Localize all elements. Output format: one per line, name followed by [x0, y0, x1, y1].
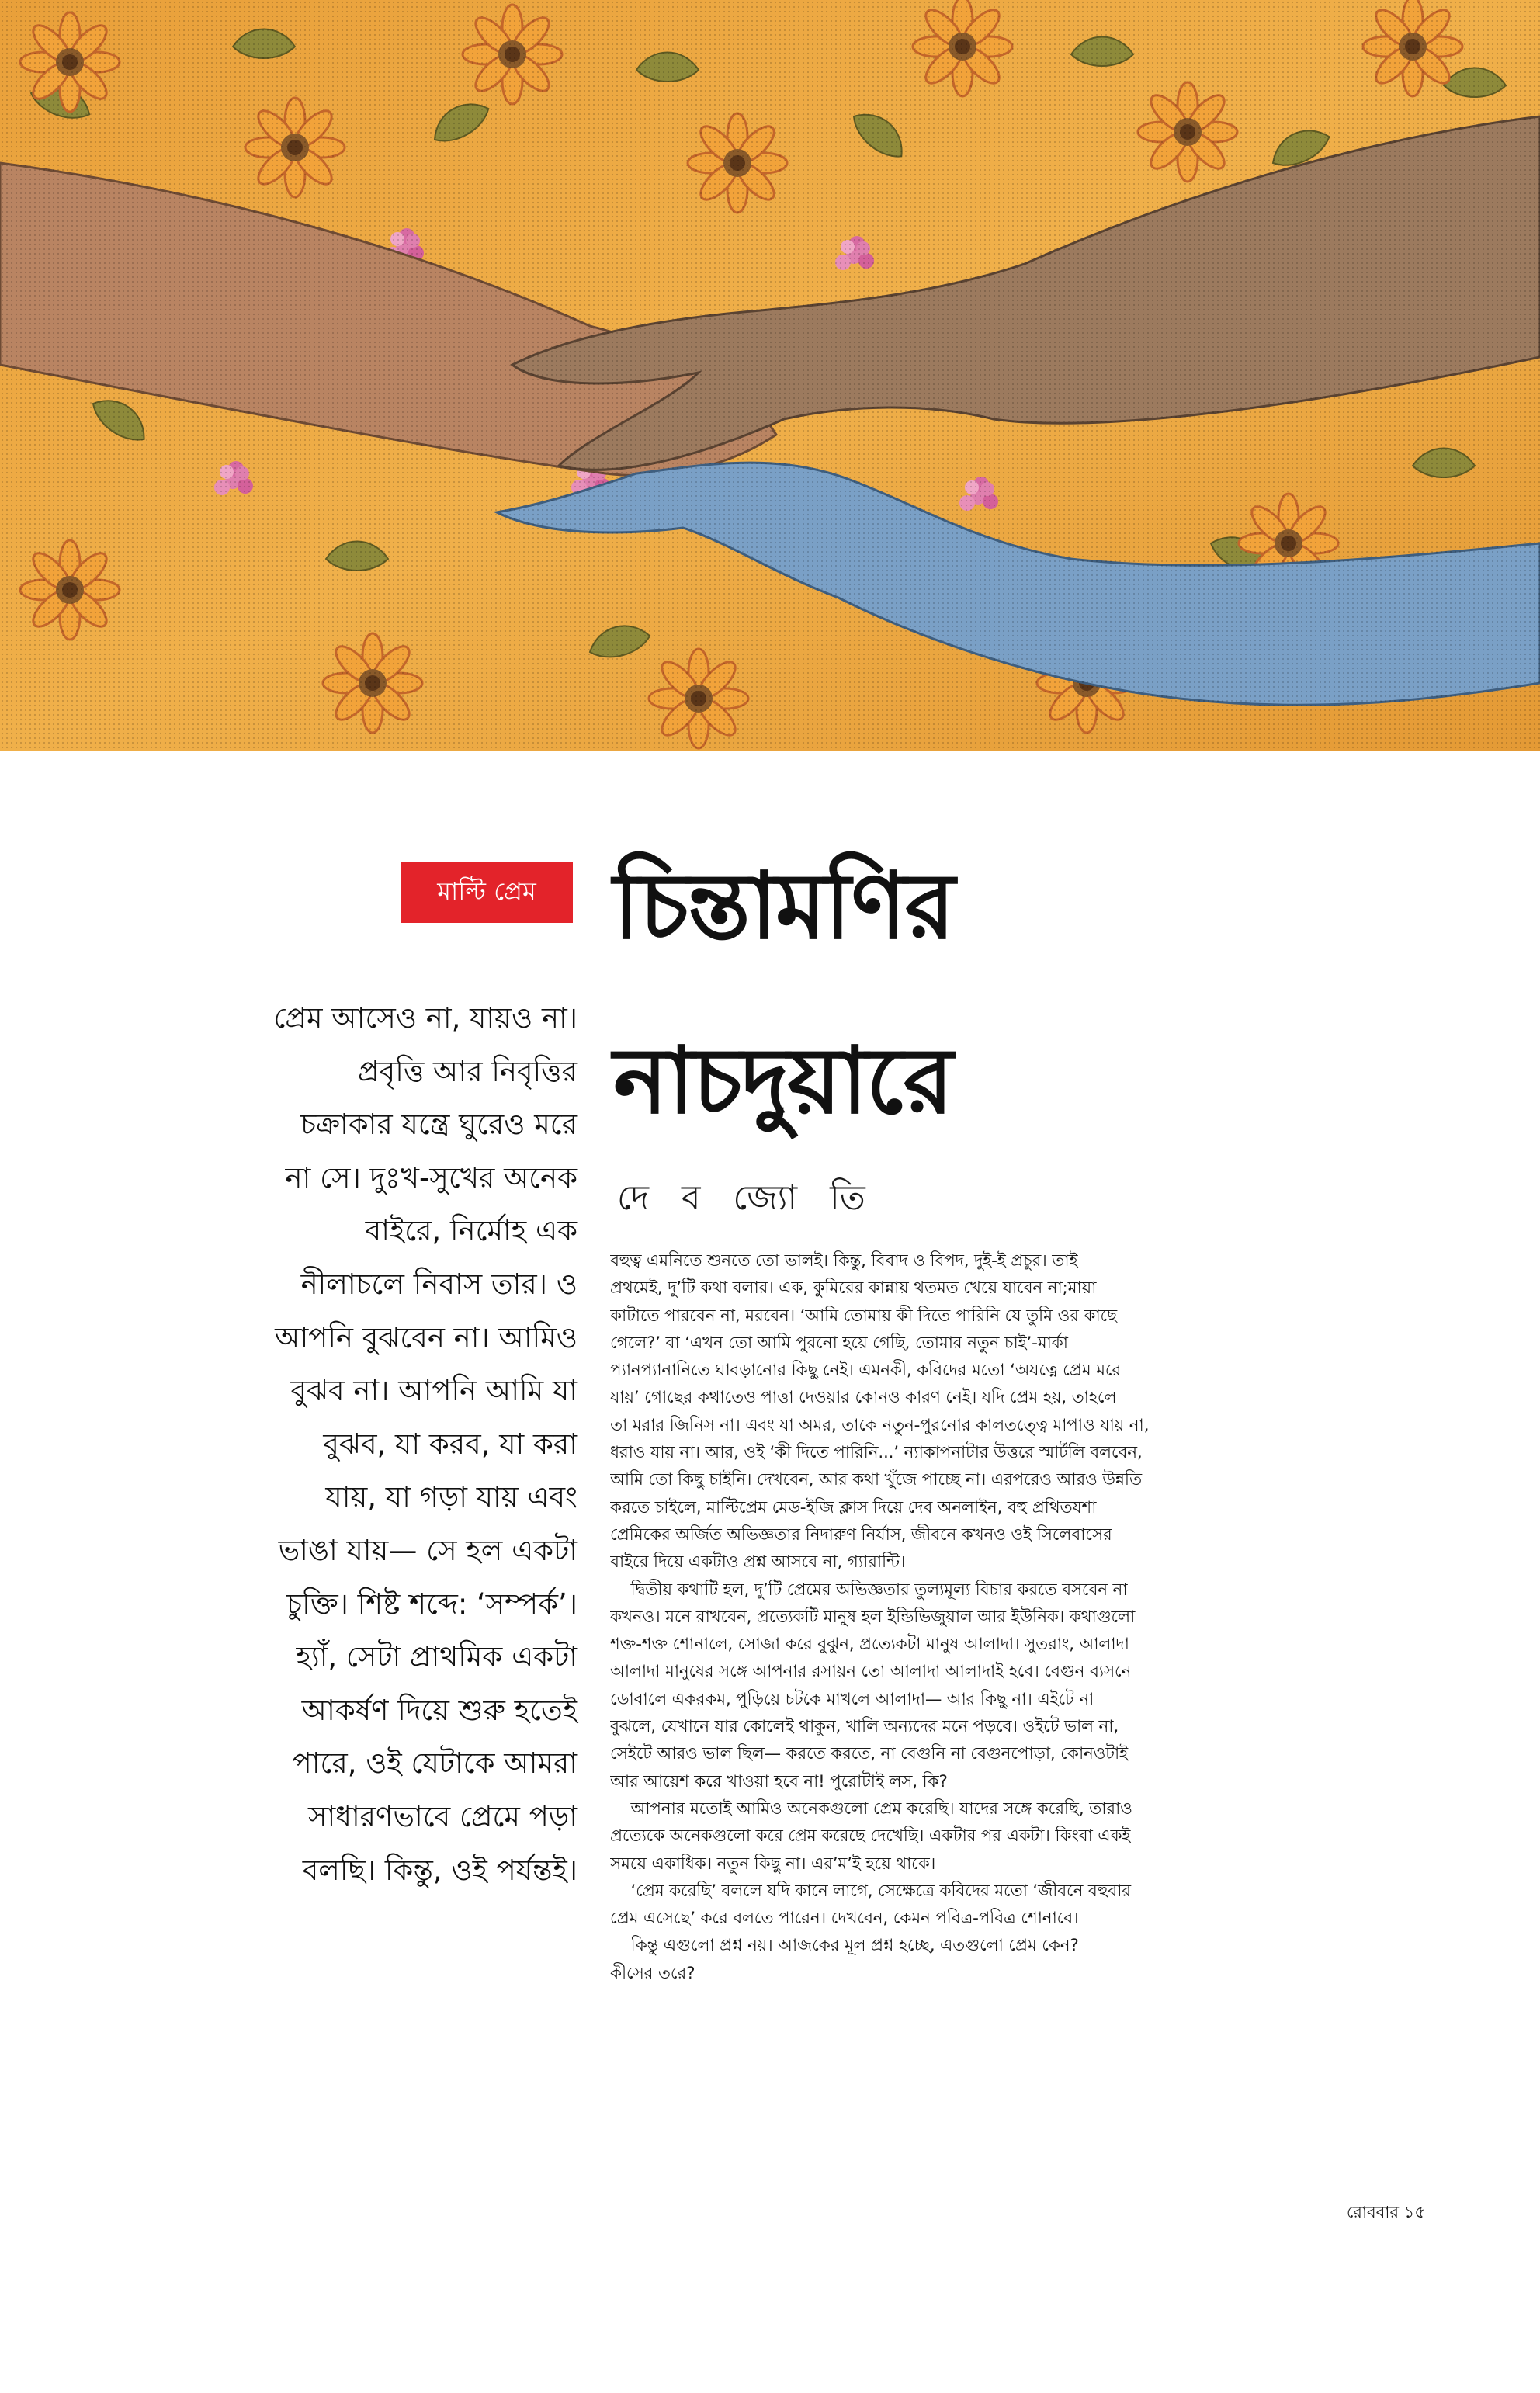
body-line: কখনও। মনে রাখবেন, প্রত্যেকটি মানুষ হল ইন্ডিভিজুয়াল আর ইউনিক। কথাগুলো: [610, 1607, 1136, 1627]
body-line: প্রথমেই, দু’টি কথা বলার। এক, কুমিরের কান্নায় থতমত খেয়ে যাবেন না;মায়া: [610, 1278, 1097, 1299]
headline-line-2: নাচদুয়ারে: [613, 1027, 952, 1134]
intro-line: সাধারণভাবে প্রেমে পড়া: [308, 1799, 578, 1833]
author-byline: দে ব জ্যো তি: [617, 1178, 876, 1218]
body-line: প্রেমিকের অর্জিত অভিজ্ঞতার নিদারুণ নির্যাস, জীবনে কখনও ওই সিলেবাসের: [610, 1524, 1112, 1545]
intro-line: ভাঙা যায়— সে হল একটা: [278, 1533, 578, 1567]
intro-line: চক্রাকার যন্ত্রে ঘুরেও মরে: [300, 1108, 578, 1142]
page-footer: রোববার ১৫: [1346, 2203, 1425, 2221]
body-line: ‘প্রেম করেছি’ বললে যদি কানে লাগে, সেক্ষেত্রে কবিদের মতো ‘জীবনে বহুবার: [610, 1881, 1131, 1901]
body-line: সময়ে একাধিক। নতুন কিছু না। এর’ম’ই হয়ে থাকে।: [610, 1854, 936, 1874]
body-line: বহুত্ব এমনিতে শুনতে তো ভালই। কিন্তু, বিবাদ ও বিপদ, দুই-ই প্রচুর। তাই: [610, 1251, 1078, 1271]
article-body: [610, 1247, 1450, 1987]
body-line: আপনার মতোই আমিও অনেকগুলো প্রেম করেছি। যাদের সঙ্গে করেছি, তারাও: [610, 1798, 1132, 1819]
body-line: কিন্তু এগুলো প্রশ্ন নয়। আজকের মূল প্রশ্ন হচ্ছে, এতগুলো প্রেম কেন?: [610, 1936, 1079, 1956]
body-line: তা মরার জিনিস না। এবং যা অমর, তাকে নতুন-পুরনোর কালতত্ত্বে মাপাও যায় না,: [610, 1415, 1150, 1435]
body-line: প্রেম এসেছে’ করে বলতে পারেন। দেখবেন, কেমন পবিত্র-পবিত্র শোনাবে।: [610, 1909, 1079, 1929]
intro-line: বুঝব, যা করব, যা করা: [323, 1427, 578, 1461]
body-line: বুঝলে, যেখানে যার কোলেই থাকুন, খালি অন্যদের মনে পড়বে। ওইটে ভাল না,: [610, 1717, 1119, 1737]
body-line: দ্বিতীয় কথাটি হল, দু’টি প্রেমের অভিজ্ঞতার তুল্যমূল্য বিচার করতে বসবেন না: [610, 1580, 1128, 1600]
intro-line: বলছি। কিন্তু, ওই পর্যন্তই।: [302, 1853, 578, 1887]
intro-line: আকর্ষণ দিয়ে শুরু হতেই: [301, 1693, 578, 1727]
body-line: যায়’ গোছের কথাতেও পাত্তা দেওয়ার কোনও কারণ নেই। যদি প্রেম হয়, তাহলে: [610, 1388, 1117, 1408]
body-line: ধরাও যায় না। আর, ওই ‘কী দিতে পারিনি...’ ন্যাকাপনাটার উত্তরে স্মার্টলি বলবেন,: [610, 1443, 1143, 1463]
hands-floral-artwork: [0, 0, 1540, 751]
body-line: আর আয়েশ করে খাওয়া হবে না! পুরোটাই লস, কি?: [610, 1771, 948, 1791]
intro-line: প্রবৃত্তি আর নিবৃত্তির: [358, 1054, 578, 1088]
category-tag: মাল্টি প্রেম: [401, 862, 573, 923]
body-line: সেইটে আরও ভাল ছিল— করতে করতে, না বেগুনি না বেগুনপোড়া, কোনওটাই: [610, 1744, 1128, 1764]
body-line: প্রত্যেকে অনেকগুলো করে প্রেম করেছে দেখেছি। একটার পর একটা। কিংবা একই: [610, 1826, 1131, 1847]
headline-line-1: চিন্তামণির: [613, 852, 954, 959]
intro-line: চুক্তি। শিষ্ট শব্দে: ‘সম্পর্ক’।: [286, 1587, 578, 1621]
body-line: ডোবালে একরকম, পুড়িয়ে চটকে মাখলে আলাদা— আর কিছু না। এইটে না: [610, 1689, 1094, 1709]
body-line: কাটাতে পারবেন না, মরবেন। ‘আমি তোমায় কী দিতে পারিনি যে তুমি ওর কাছে: [610, 1306, 1117, 1326]
body-line: প্যানপ্যানানিতে ঘাবড়ানোর কিছু নেই। এমনকী, কবিদের মতো ‘অযত্নে প্রেম মরে: [610, 1361, 1122, 1381]
hero-illustration: [0, 0, 1540, 751]
intro-text: [124, 992, 578, 1897]
intro-line: যায়, যা গড়া যায় এবং: [325, 1480, 578, 1514]
body-line: আমি তো কিছু চাইনি। দেখবেন, আর কথা খুঁজে পাচ্ছে না। এরপরেও আরও উন্নতি: [610, 1470, 1142, 1490]
body-line: গেলে?’ বা ‘এখন তো আমি পুরনো হয়ে গেছি, তোমার নতুন চাই’-মার্কা: [610, 1333, 1068, 1353]
intro-line: নীলাচলে নিবাস তার। ও: [300, 1267, 578, 1301]
intro-line: বুঝব না। আপনি আমি যা: [290, 1374, 578, 1408]
intro-line: আপনি বুঝবেন না। আমিও: [275, 1320, 578, 1354]
intro-line: না সে। দুঃখ-সুখের অনেক: [285, 1160, 578, 1195]
body-line: শক্ত-শক্ত শোনালে, সোজা করে বুঝুন, প্রত্যেকটা মানুষ আলাদা। সুতরাং, আলাদা: [610, 1635, 1129, 1655]
body-line: করতে চাইলে, মাল্টিপ্রেম মেড-ইজি ক্লাস দিয়ে দেব অনলাইন, বহু প্রথিতযশা: [610, 1497, 1097, 1517]
intro-line: বাইরে, নির্মোহ এক: [365, 1214, 578, 1248]
body-line: আলাদা মানুষের সঙ্গে আপনার রসায়ন তো আলাদা আলাদাই হবে। বেগুন ব্যসনে: [610, 1662, 1132, 1682]
body-line: বাইরে দিয়ে একটাও প্রশ্ন আসবে না, গ্যারান্টি।: [610, 1552, 906, 1573]
intro-line: পারে, ওই যেটাকে আমরা: [292, 1746, 578, 1781]
intro-line: হ্যাঁ, সেটা প্রাথমিক একটা: [296, 1640, 578, 1674]
intro-line: প্রেম আসেও না, যায়ও না।: [273, 1001, 578, 1035]
body-line: কীসের তরে?: [610, 1963, 695, 1983]
headline: [613, 819, 1234, 1168]
